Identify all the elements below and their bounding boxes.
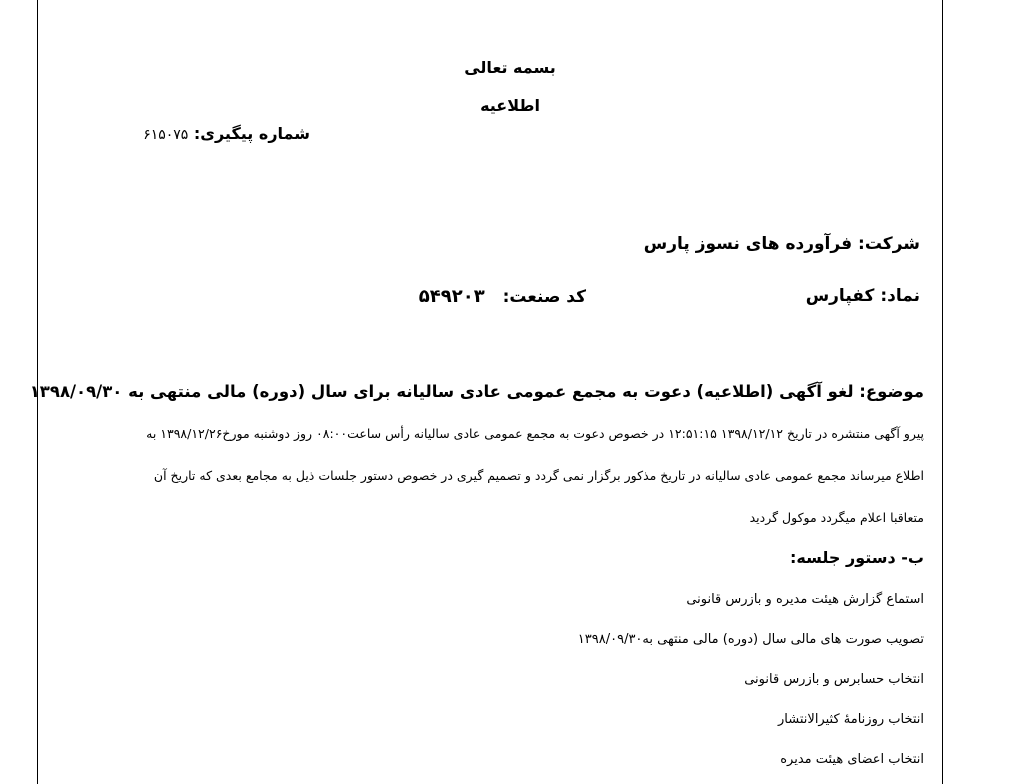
industry-code-label: کد صنعت:	[502, 287, 586, 307]
heading-bismillah: بسمه تعالی	[464, 58, 556, 77]
tracking-label: شماره پیگیری:	[193, 124, 310, 143]
agenda-item: استماع گزارش هیئت مدیره و بازرس قانونی	[686, 592, 924, 607]
company-row	[644, 234, 920, 254]
agenda-item: انتخاب حسابرس و بازرس قانونی	[744, 672, 924, 687]
tracking-value: ۶۱۵۰۷۵	[143, 127, 189, 143]
industry-code-value: ۵۴۹۲۰۳	[418, 286, 485, 307]
tracking-number	[143, 124, 310, 143]
subject-line: موضوع: لغو آگهی (اطلاعیه) دعوت به مجمع عمومی عادی سالیانه برای سال (دوره) مالی منتهی به ۱۳۹۸/۰۹/۳۰	[29, 382, 924, 401]
body-paragraph-line: متعاقبا اعلام میگردد موکول گردید	[749, 510, 924, 525]
body-paragraph-line: پیرو آگهی منتشره در تاریخ ۱۳۹۸/۱۲/۱۲ ۱۲:۵۱:۱۵ در خصوص دعوت به مجمع عمومی عادی سالیانه رأس ساعت۰۸:۰۰ روز دوشنبه مورخ۱۳۹۸/۱۲/۲۶ به	[146, 426, 924, 441]
body-paragraph-line: اطلاع میرساند مجمع عمومی عادی سالیانه در تاریخ مذکور برگزار نمی گردد و تصمیم گیری در خصوص دستور جلسات ذیل به مجامع بعدی که تاریخ آن	[153, 468, 924, 483]
agenda-item: انتخاب روزنامهٔ کثیرالانتشار	[778, 712, 924, 727]
company-name: فرآورده های نسوز پارس	[643, 234, 853, 254]
agenda-heading: ب- دستور جلسه:	[789, 548, 924, 567]
company-label: شرکت:	[858, 234, 920, 254]
symbol-value: کفپارس	[805, 286, 875, 306]
symbol-row	[806, 286, 920, 306]
heading-notice: اطلاعیه	[480, 96, 540, 115]
agenda-item: انتخاب اعضای هیئت مدیره	[780, 752, 924, 767]
symbol-label: نماد:	[880, 286, 920, 306]
agenda-item: تصویب صورت های مالی سال (دوره) مالی منتهی به۱۳۹۸/۰۹/۳۰	[577, 632, 924, 647]
industry-code-row	[419, 286, 586, 307]
